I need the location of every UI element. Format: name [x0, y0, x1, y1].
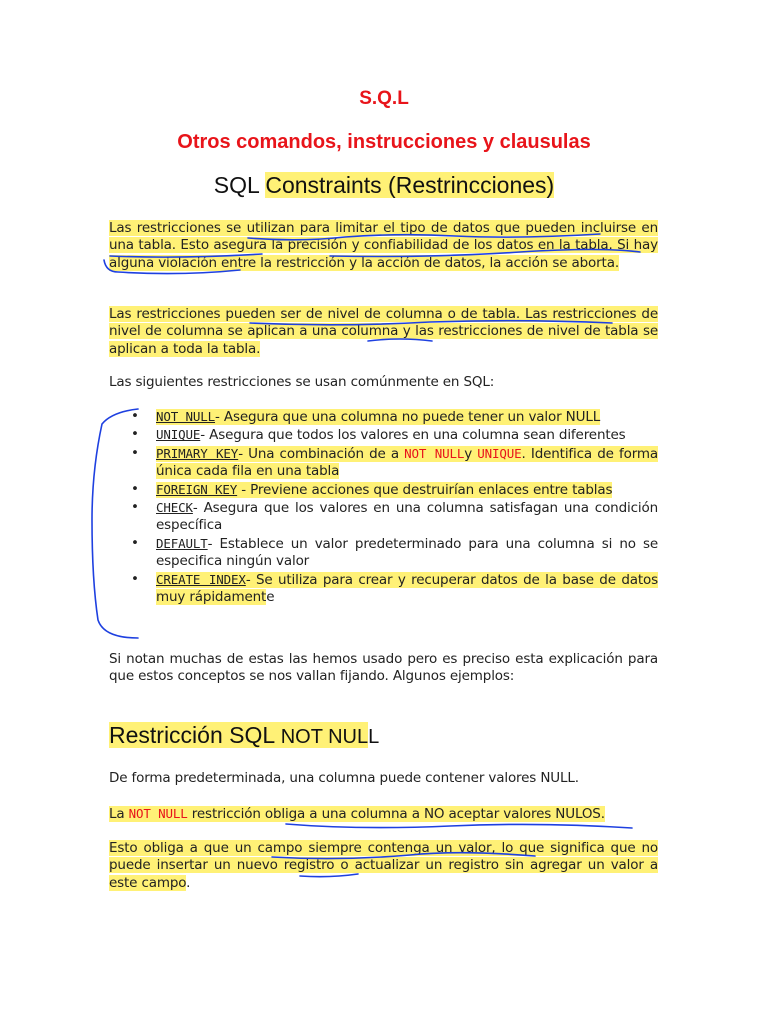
list-item-check [109, 499, 658, 535]
ink-underline-obliga [286, 824, 632, 828]
section-title-highlight: Constraints (Restrincciones) [265, 172, 555, 198]
unique-code: UNIQUE [156, 427, 201, 443]
list-item-primary-key [109, 445, 658, 481]
not-null-heading-prefix: Restricción SQL [109, 722, 281, 748]
not-null-heading-tail: L [368, 726, 380, 748]
create-index-desc: - Se utiliza para crear y recuperar datos de la base de datos muy rápidament [156, 571, 658, 606]
not-null-desc: - Asegura que una columna no puede tener un valor NULL [215, 409, 601, 425]
default-code: DEFAULT [156, 535, 208, 551]
not-null-code: NOT NULL [156, 409, 216, 424]
primary-key-desc-b: y [464, 445, 478, 462]
foreign-key-item-text [156, 482, 612, 498]
create-index-code: CREATE INDEX [156, 571, 246, 587]
create-index-desc-tail: e [266, 589, 275, 606]
list-item-create-index [109, 571, 658, 607]
levels-paragraph [109, 306, 658, 358]
foreign-key-desc: - Previene acciones que destruirían enlaces entre tablas [237, 481, 613, 498]
obliga-paragraph-text [109, 806, 605, 822]
not-null-heading-code: NOT NUL [280, 726, 369, 748]
default-desc: - Establece un valor predeterminado para una columna si no se especifica ningún valor [156, 535, 658, 570]
obliga-rest: restricción obliga a una columna a NO aceptar valores NULOS. [187, 806, 605, 822]
campo-paragraph-text: Esto obliga a que un campo siempre contenga un valor, lo que significa que no puede insertar un nuevo registro o actualizar un registro sin agregar un valor a este campo [109, 840, 658, 891]
not-null-item-text [156, 409, 600, 425]
intro-paragraph-text: Las restricciones se utilizan para limitar el tipo de datos que pueden incluirse en una tabla. Esto asegura la precisión y confiabilidad de los datos en la tabla. Si hay alguna violación entre la restricción y la acción de datos, la acción se aborta. [109, 220, 658, 271]
list-item-unique [109, 426, 658, 444]
constraints-list [109, 408, 658, 606]
list-intro: Las siguientes restricciones se usan comúnmente en SQL: [109, 374, 495, 390]
levels-paragraph-text: Las restricciones pueden ser de nivel de columna o de tabla. Las restricciones de nivel de columna se aplican a una columna y las restricciones de nivel de tabla se aplican a toda la tabla. [109, 306, 658, 357]
obliga-code: NOT NULL [128, 806, 188, 821]
campo-paragraph [109, 840, 658, 892]
campo-paragraph-tail: . [186, 874, 191, 891]
unique-desc: - Asegura que todos los valores en una columna sean diferentes [200, 427, 626, 444]
create-index-item-text [156, 572, 658, 605]
list-item-not-null [109, 408, 658, 426]
not-null-heading [109, 722, 379, 749]
document-title: S.Q.L [359, 88, 409, 109]
primary-key-desc-c: . Identifica de forma única cada fila en una tabla [156, 445, 658, 480]
intro-paragraph [109, 220, 658, 272]
primary-key-ref-unique: UNIQUE [477, 445, 522, 461]
primary-key-code: PRIMARY KEY [156, 445, 239, 461]
default-null-text: De forma predeterminada, una columna puede contener valores NULL. [109, 770, 579, 786]
foreign-key-code: FOREIGN KEY [156, 481, 238, 497]
obliga-prefix: La [109, 806, 129, 822]
note-paragraph: Si notan muchas de estas las hemos usado pero es preciso esta explicación para que estos conceptos se nos vallan fijando. Algunos ejemplos: [109, 651, 658, 685]
list-item-foreign-key [109, 481, 658, 499]
list-item-default [109, 535, 658, 571]
primary-key-item-text [156, 446, 658, 479]
not-null-heading-highlight [109, 722, 368, 748]
check-code: CHECK [156, 500, 193, 516]
section-title [0, 172, 768, 199]
primary-key-desc-a: - Una combinación de a [238, 445, 405, 462]
section-title-prefix: SQL [213, 172, 266, 198]
primary-key-ref-not-null: NOT NULL [404, 445, 465, 461]
obliga-paragraph [109, 805, 658, 823]
check-desc: - Asegura que los valores en una columna satisfagan una condición específica [156, 500, 658, 534]
document-subtitle: Otros comandos, instrucciones y clausulas [177, 131, 591, 153]
